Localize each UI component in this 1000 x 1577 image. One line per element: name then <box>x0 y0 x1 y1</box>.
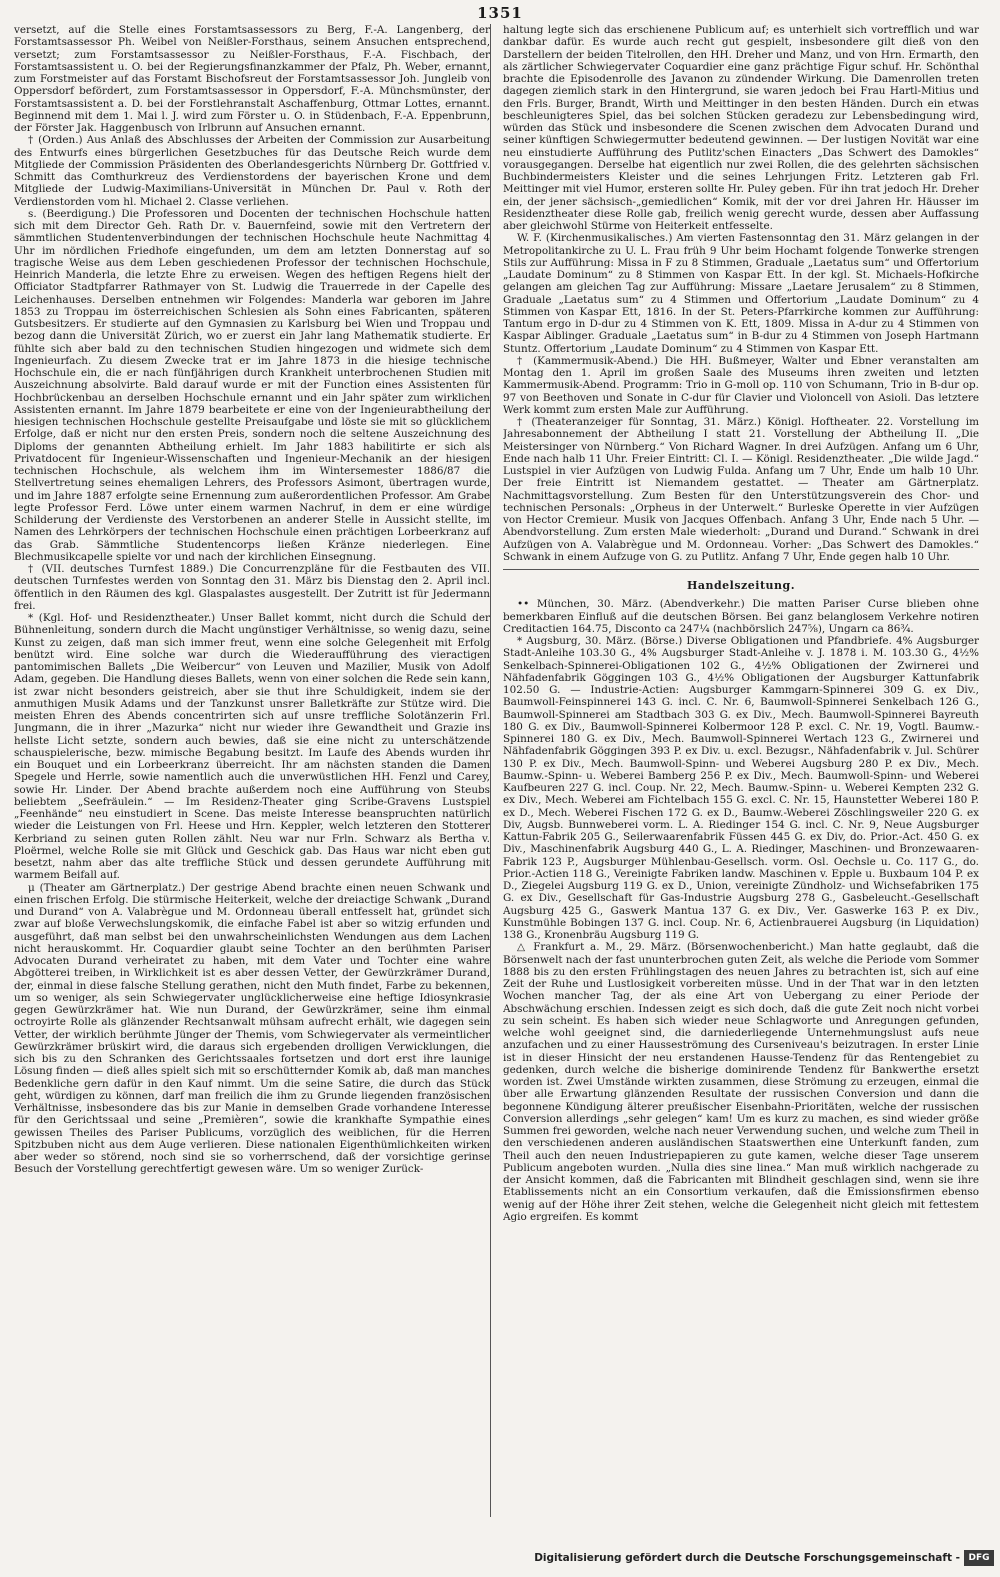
article-paragraph: † (VII. deutsches Turnfest 1889.) Die Concurrenzpläne für die Festbauten des VII. deutschen Turnfestes werden von Sonntag den 31. März bis Dienstag den 2. April incl. öffentlich in den Räumen des kgl. Glaspalastes ausgestellt. Der Zutritt ist für Jedermann frei. <box>14 563 490 612</box>
article-paragraph: † (Orden.) Aus Anlaß des Abschlusses der Arbeiten der Commission zur Ausarbeitung des Entwurfs eines bürgerlichen Gesetzbuches für das Deutsche Reich wurde dem Mitgliede der Commission Präsidenten des Oberlandesgerichts Nürnberg Dr. Gottfried v. Schmitt das Comthurkreuz des Verdienstordens der bayerischen Krone und dem Mitgliede der Ludwig-Maximilians-Universität in München Dr. Paul v. Roth der Verdienstorden vom hl. Michael 2. Classe verliehen. <box>14 134 490 208</box>
column-divider <box>490 24 491 1517</box>
dfg-logo: DFG <box>964 1550 994 1566</box>
page-number: 1351 <box>477 4 523 22</box>
article-paragraph: versetzt, auf die Stelle eines Forstamtsassessors zu Berg, F.-A. Langenberg, der Forstamtsassessor Ph. Weibel von Neißler-Forsthaus, seinem Ansuchen entsprechend, versetzt; zum Forstamtsassessor zu Neißler-Forsthaus, F.-A. Fischbach, der Forstamtsassistent u. O. bei der Regierungsfinanzkammer der Pfalz, Ph. Weber, ernannt, zum Forstmeister auf das Forstamt Bischofsreut der Forstamtsassessor Joh. Jungleib von Oppersdorf befördert, zum Forstamtsassessor in Oppersdorf, F.-A. Münchsmünster, der Forstamtsassistent a. D. bei der Forstlehranstalt Aschaffenburg, Ottmar Lottes, ernannt. Beginnend mit dem 1. Mai l. J. wird zum Förster u. O. in Stüdenbach, F.-A. Eppenbrunn, der Förster Jak. Haggenbusch von Irlbrunn auf Ansuchen ernannt. <box>14 24 490 134</box>
article-paragraph: † (Kammermusik-Abend.) Die HH. Bußmeyer, Walter und Ebner veranstalten am Montag den 1. April im großen Saale des Museums ihren zweiten und letzten Kammermusik-Abend. Programm: Trio in G-moll op. 110 von Schumann, Trio in B-dur op. 97 von Beethoven und Sonate in C-dur für Clavier und Violoncell von Asioli. Das letztere Werk kommt zum ersten Male zur Aufführung. <box>503 354 979 416</box>
left-column <box>14 24 490 1517</box>
article-paragraph: △ Frankfurt a. M., 29. März. (Börsenwochenbericht.) Man hatte geglaubt, daß die Börsenwelt nach der fast ununterbrochen guten Zeit, als welche die Periode vom Sommer 1888 bis zu den ersten Frühlingstagen des neuen Jahres zu betrachten ist, sich auf eine Zeit der Ruhe und Lustlosigkeit vorbereiten müsse. Und in der That war in den letzten Wochen mancher Tag, der als eine Art von Uebergang zu einer Periode der Abschwächung erschien. Indessen zeigt es sich doch, daß die gute Zeit noch nicht vorbei zu sein scheint. Es haben sich wieder neue Schlagworte und Anregungen gefunden, welche wohl geeignet sind, die darniederliegende Unternehmungslust aufs neue anzufachen und zu einer Hausseströmung des Curseniveau's beizutragen. In erster Linie ist in dieser Hinsicht der neu erstandenen Hausse-Tendenz für das Rentengebiet zu gedenken, durch welche die bisherige dominirende Tendenz für Bankwerthe ersetzt worden ist. Zwei Umstände wirkten zusammen, diese Strömung zu erzeugen, einmal die über alle Erwartung glänzenden Resultate der russischen Conversion und dann die begonnene Kündigung älterer preußischer Eisenbahn-Prioritäten, welche der russischen Conversion allerdings „sehr gelegen“ kam! Um es kurz zu machen, es sind wieder größe Summen frei geworden, welche nach neuer Verwendung suchen, und welche zum Theil in den verschiedenen anderen ausländischen Staatswerthen eine Unterkunft fanden, zum Theil auch den neuen Industriepapieren zu gute kamen, welche dieser Tage unserem Publicum angeboten wurden. „Nulla dies sine linea.“ Man muß wirklich nachgerade zu der Ansicht kommen, daß die Fabricanten mit Blindheit geschlagen sind, wenn sie ihre Etablissements nicht an ein Consortium verkaufen, daß die Emissionsfirmen ebenso wenig auf der Höhe ihrer Zeit stehen, welche die Gelegenheit nicht gleich mit fettestem Agio ergreifen. Es kommt <box>503 941 979 1223</box>
article-paragraph: * (Kgl. Hof- und Residenztheater.) Unser Ballet kommt, nicht durch die Schuld der Bühnenleitung, sondern durch die Macht ungünstiger Verhältnisse, so wenig dazu, seine Kunst zu zeigen, daß man sich immer freut, wenn eine solche Gelegenheit mit Erfolg benützt wird. Eine solche war durch die Wiederaufführung des vieractigen pantomimischen Ballets „Die Weibercur“ von Leuven und Mazilier, Musik von Adolf Adam, gegeben. Die Handlung dieses Ballets, wenn von einer solchen die Rede sein kann, ist zwar nicht besonders geistreich, aber sie thut ihre Schuldigkeit, indem sie der anmuthigen Musik Adams und der Tanzkunst unsrer Balletkräfte zur Stütze wird. Die meisten Ehren des Abends concentrirten sich auf unsre treffliche Solotänzerin Frl. Jungmann, die in ihrer „Mazurka“ nicht nur wieder ihre Gewandtheit und Grazie ins hellste Licht setzte, sondern auch bewies, daß sie eine nicht zu unterschätzende schauspielerische, bezw. mimische Begabung besitzt. Im Laufe des Abends wurden ihr ein Bouquet und ein Lorbeerkranz überreicht. Ihr am nächsten standen die Damen Spegele und Herrle, sowie namentlich auch die unverwüstlichen HH. Fenzl und Carey, sowie Hr. Linder. Der Abend brachte außerdem noch eine Aufführung von Steubs beliebtem „Seefräulein.“ — Im Residenz-Theater ging Scribe-Gravens Lustspiel „Feenhände“ neu einstudiert in Scene. Das meiste Interesse beanspruchten natürlich wieder die Leistungen von Frl. Heese und Hrn. Keppler, welch letzteren den Stotterer Kerbriand zu seinen guten Rollen zählt. Neu war nur Frln. Schwarz als Bertha v. Ploërmel, welche Rolle sie mit Glück und Geschick gab. Das Haus war nicht eben gut besetzt, nahm aber das alte treffliche Stück und dessen gerundete Aufführung mit warmem Beifall auf. <box>14 612 490 882</box>
article-paragraph: s. (Beerdigung.) Die Professoren und Docenten der technischen Hochschule hatten sich mit dem Director Geh. Rath Dr. v. Bauernfeind, sowie mit den Vertretern der sämmtlichen Studentenverbindungen der technischen Hochschule heute Nachmittag 4 Uhr im nördlichen Friedhofe eingefunden, um dem am letzten Donnerstag auf so tragische Weise aus dem Leben geschiedenen Professor der technischen Hochschule, Heinrich Manderla, die letzte Ehre zu erweisen. Wegen des heftigen Regens hielt der Officiator Stadtpfarrer Rathmayer von St. Ludwig die Trauerrede in der Capelle des Leichenhauses. Derselben entnehmen wir Folgendes: Manderla war geboren im Jahre 1853 zu Troppau im österreichischen Schlesien als Sohn eines Fabricanten, späteren Gutsbesitzers. Er studierte auf den Gymnasien zu Karlsburg bei Wien und Troppau und bezog dann die Universität Zürich, wo er zuerst ein Jahr lang Mathematik studierte. Er fühlte sich aber bald zu den technischen Studien hingezogen und widmete sich dem Ingenieurfach. Zu diesem Zwecke trat er im Jahre 1873 in die hiesige technische Hochschule ein, die er nach fünfjährigen durch Krankheit unterbrochenen Studien mit Auszeichnung absolvirte. Bald darauf wurde er mit der Function eines Assistenten für Hochbrückenbau an derselben Hochschule ernannt und ein Jahr später zum wirklichen Assistenten ernannt. Im Jahre 1879 bearbeitete er eine von der Ingenieurabtheilung der hiesigen technischen Hochschule gestellte Preisaufgabe und löste sie mit so glücklichem Erfolge, daß er nicht nur den ersten Preis, sondern noch die seltene Auszeichnung des Diploms der genannten Abtheilung erhielt. Im Jahr 1883 habilitirte er sich als Privatdocent für Ingenieur-Wissenschaften und Ingenieur-Mechanik an der hiesigen technischen Hochschule, als welchem ihm im Wintersemester 1886/87 die Stellvertretung seines ehemaligen Lehrers, des Professors Asimont, übertragen wurde, und im Jahre 1887 erfolgte seine Ernennung zum außerordentlichen Professor. Am Grabe legte Professor Ferd. Löwe unter einem warmen Nachruf, in dem er eine würdige Schilderung der Verdienste des Verstorbenen an anderer Stelle in Aussicht stellte, im Namen des Lehrkörpers der technischen Hochschule einen prächtigen Lorbeerkranz auf das Grab. Sämmtliche Studentencorps ließen Kränze niederlegen. Eine Blechmusikcapelle spielte vor und nach der kirchlichen Einsegnung. <box>14 207 490 563</box>
right-column <box>503 24 979 1517</box>
digitization-credit: Digitalisierung gefördert durch die Deutsche Forschungsgemeinschaft - <box>534 1552 960 1564</box>
section-rule <box>503 569 979 570</box>
article-paragraph: haltung legte sich das erschienene Publicum auf; es unterhielt sich vortrefflich und war dankbar dafür. Es wurde auch recht gut gespielt, insbesondere gilt dieß von den Darstellern der beiden Titelrollen, den HH. Dreher und Manz, und von Hrn. Ermarth, den als zärtlicher Schwiegervater Coquardier eine ganz prächtige Figur schuf. Hr. Schönthal brachte die Episodenrolle des Javanon zu zündender Wirkung. Die Damenrollen treten dagegen ziemlich stark in den Hintergrund, sie waren jedoch bei Frau Hartl-Mitius und den Frls. Burger, Brandt, Wirth und Meittinger in den besten Händen. Durch ein etwas beschleunigteres Spiel, das bei solchen Stücken geradezu zur Lebensbedingung wird, würden das Stück und insbesondere die Scenen zwischen dem Advocaten Durand und seiner künftigen Schwiegermutter bedeutend gewinnen. — Der lustigen Novität war eine neu einstudierte Aufführung des Putlitz'schen Einacters „Das Schwert des Damokles“ vorausgegangen. Derselbe hat eigentlich nur zwei Rollen, die des gelehrten sächsischen Buchbindermeisters Kleister und die seines Lehrjungen Fritz. Letzteren gab Frl. Meittinger mit viel Humor, ersteren sollte Hr. Puley geben. Für ihn trat jedoch Hr. Dreher ein, der jener sächsisch-„gemiedlichen“ Komik, mit der vor drei Jahren Hr. Häusser im Residenztheater diese Rolle gab, freilich wenig gerecht wurde, dessen aber Auffassung aber gleichwohl Stürme von Heiterkeit entfesselte. <box>503 24 979 232</box>
footer <box>0 1548 1000 1570</box>
article-paragraph: † (Theateranzeiger für Sonntag, 31. März.) Königl. Hoftheater. 22. Vorstellung im Jahresabonnement der Abtheilung I statt 21. Vorstellung der Abtheilung II. „Die Meistersinger von Nürnberg.“ Von Richard Wagner. In drei Aufzügen. Anfang um 6 Uhr, Ende nach halb 11 Uhr. Freier Eintritt: Cl. I. — Königl. Residenztheater. „Die wilde Jagd.“ Lustspiel in vier Aufzügen von Ludwig Fulda. Anfang um 7 Uhr, Ende um halb 10 Uhr. Der freie Eintritt ist Niemandem gestattet. — Theater am Gärtnerplatz. Nachmittagsvorstellung. Zum Besten für den Unterstützungsverein des Chor- und technischen Personals: „Orpheus in der Unterwelt.“ Burleske Operette in vier Aufzügen von Hector Cremieur. Musik von Jacques Offenbach. Anfang 3 Uhr, Ende nach 5 Uhr. — Abendvorstellung. Zum ersten Male wiederholt: „Durand und Durand.“ Schwank in drei Aufzügen von A. Valabrègue und M. Ordonneau. Vorher: „Das Schwert des Damokles.“ Schwank in einem Aufzuge von G. zu Putlitz. Anfang 7 Uhr, Ende gegen halb 10 Uhr. <box>503 416 979 563</box>
article-paragraph: * Augsburg, 30. März. (Börse.) Diverse Obligationen und Pfandbriefe. 4% Augsburger Stadt-Anleihe 103.30 G., 4% Augsburger Stadt-Anleihe v. J. 1878 i. M. 103.30 G., 4½% Senkelbach-Spinnerei-Obligationen 102 G., 4½% Obligationen der Zwirnerei und Nähfadenfabrik Göggingen 103 G., 4½% Obligationen der Augsburger Kattunfabrik 102.50 G. — Industrie-Actien: Augsburger Kammgarn-Spinnerei 309 G. ex Div., Baumwoll-Feinspinnerei 143 G. incl. C. Nr. 6, Baumwoll-Spinnerei Senkelbach 126 G., Baumwoll-Spinnerei am Stadtbach 303 G. ex Div., Mech. Baumwoll-Spinnerei Bayreuth 180 G. ex Div., Baumwoll-Spinnerei Kolbermoor 128 P. excl. C. Nr. 19, Vogtl. Baumw.-Spinnerei 180 G. ex Div., Mech. Baumwoll-Spinnerei Wertach 123 G., Zwirnerei und Nähfadenfabrik Göggingen 393 P. ex Div. u. excl. Bezugsr., Nähfadenfabrik v. Jul. Schürer 130 P. ex Div., Mech. Baumwoll-Spinn- und Weberei Augsburg 280 P. ex Div., Mech. Baumw.-Spinn- u. Weberei Bamberg 256 P. ex Div., Mech. Baumwoll-Spinn- und Weberei Kaufbeuren 227 G. incl. Coup. Nr. 22, Mech. Baumw.-Spinn- u. Weberei Kempten 232 G. ex Div., Mech. Weberei am Fichtelbach 155 G. excl. C. Nr. 15, Haunstetter Weberei 180 P. ex D., Mech. Weberei Fischen 172 G. ex D., Baumw.-Weberei Zöschlingsweiler 220 G. ex Div, Augsb. Bunnweberei vorm. L. A. Riedinger 154 G. incl. C. Nr. 9, Neue Augsburger Kattun-Fabrik 205 G., Seilerwaarenfabrik Füssen 445 G. ex Div, do. Prior.-Act. 450 G. ex Div., Maschinenfabrik Augsburg 440 G., L. A. Riedinger, Maschinen- und Bronzewaaren-Fabrik 123 P., Augsburger Mühlenbau-Gesellsch. vorm. Osl. Oechsle u. Co. 117 G., do. Prior.-Actien 118 G., Vereinigte Fabriken landw. Maschinen v. Epple u. Buxbaum 104 P. ex D., Ziegelei Augsburg 119 G. ex D., Union, vereinigte Zündholz- und Wichsefabriken 175 G. ex Div., Gesellschaft für Gas-Industrie Augsburg 278 G., Gasbeleucht.-Gesellschaft Augsburg 425 G., Gaswerk Mantua 137 G. ex Div., Ver. Gaswerke 163 P. ex Div., Kunstmühle Bobingen 137 G. incl. Coup. Nr. 6, Actienbrauerei Augsburg (in Liquidation) 138 G., Kronenbräu Augsburg 119 G. <box>503 635 979 941</box>
section-title: Handelszeitung. <box>686 579 796 592</box>
article-paragraph: W. F. (Kirchenmusikalisches.) Am vierten Fastensonntag den 31. März gelangen in der Metropolitankirche zu U. L. Frau früh 9 Uhr beim Hochamt folgende Tonwerke strengen Stils zur Aufführung: Missa in F zu 8 Stimmen, Graduale „Laetatus sum“ und Offertorium „Laudate Dominum“ zu 8 Stimmen von Kaspar Ett. In der kgl. St. Michaels-Hofkirche gelangen am gleichen Tag zur Aufführung: Missare „Laetare Jerusalem“ zu 8 Stimmen, Graduale „Laetatus sum“ zu 4 Stimmen und Offertorium „Laudate Dominum“ zu 4 Stimmen von Kaspar Ett, 1816. In der St. Peters-Pfarrkirche kommen zur Aufführung: Tantum ergo in D-dur zu 4 Stimmen von K. Ett, 1809. Missa in A-dur zu 4 Stimmen von Kaspar Aiblinger. Graduale „Laetatus sum“ in B-dur zu 4 Stimmen von Joseph Hartmann Stuntz. Offertorium „Laudate Dominum“ zu 4 Stimmen von Kaspar Ett. <box>503 232 979 355</box>
article-paragraph: •• München, 30. März. (Abendverkehr.) Die matten Pariser Curse blieben ohne bemerkbaren Einfluß auf die deutschen Börsen. Bei ganz belanglosem Verkehre notiren Creditactien 164.75, Disconto ca 247¼ (nachbörslich 247⅝), Ungarn ca 86¾. <box>503 598 979 635</box>
article-paragraph: μ (Theater am Gärtnerplatz.) Der gestrige Abend brachte einen neuen Schwank und einen frischen Erfolg. Die stürmische Heiterkeit, welche der dreiactige Schwank „Durand und Durand“ von A. Valabrègue und M. Ordonneau überall entfesselt hat, gründet sich zwar auf bloße Verwechslungskomik, die einfache Fabel ist aber so witzig erfunden und ausgeführt, daß man selbst bei den unwahrscheinlichsten Wendungen aus dem Lachen nicht herauskommt. Hr. Coquardier glaubt seine Tochter an den berühmten Pariser Advocaten Durand verheiratet zu haben, mit dem Vater und Tochter eine wahre Abgötterei treiben, in Wirklichkeit ist es aber dessen Vetter, der Gewürzkrämer Durand, der, einmal in diese falsche Stellung gerathen, nicht den Muth findet, Farbe zu bekennen, um so weniger, als sein Schwiegervater unglücklicherweise eine heftige Idiosynkrasie gegen Gewürzkrämer hat. Wie nun Durand, der Gewürzkrämer, seine ihm einmal octroyirte Rolle als glänzender Rechtsanwalt mühsam aufrecht erhält, wie dagegen sein Vetter, der wirklich berühmte Jünger der Themis, vom Schwiegervater als vermeintlicher Gewürzkrämer brüskirt wird, die daraus sich ergebenden drolligen Verwicklungen, die sich bis zu den Schranken des Gerichtssaales fortsetzen und dort erst ihre launige Lösung finden — dieß alles spielt sich mit so erschütternder Komik ab, daß man manches Bedenkliche gern dafür in den Kauf nimmt. Um die seine Satire, die durch das Stück geht, würdigen zu können, darf man freilich die ihm zu Grunde liegenden französischen Verhältnisse, insbesondere das bis zur Manie in demselben Grade vorhandene Interesse für den Gerichtssaal und seine „Premièren“, sowie die krankhafte Sympathie eines gewissen Theiles des Pariser Publicums, vorzüglich des weiblichen, für die Herren Spitzbuben nicht aus dem Auge verlieren. Diese nationalen Eigenthümlichkeiten wirken aber weder so störend, noch sind sie so vorherrschend, daß der vorsichtige gerinse Besuch der Vorstellung gerechtfertigt gewesen wäre. Um so weniger Zurück- <box>14 881 490 1176</box>
